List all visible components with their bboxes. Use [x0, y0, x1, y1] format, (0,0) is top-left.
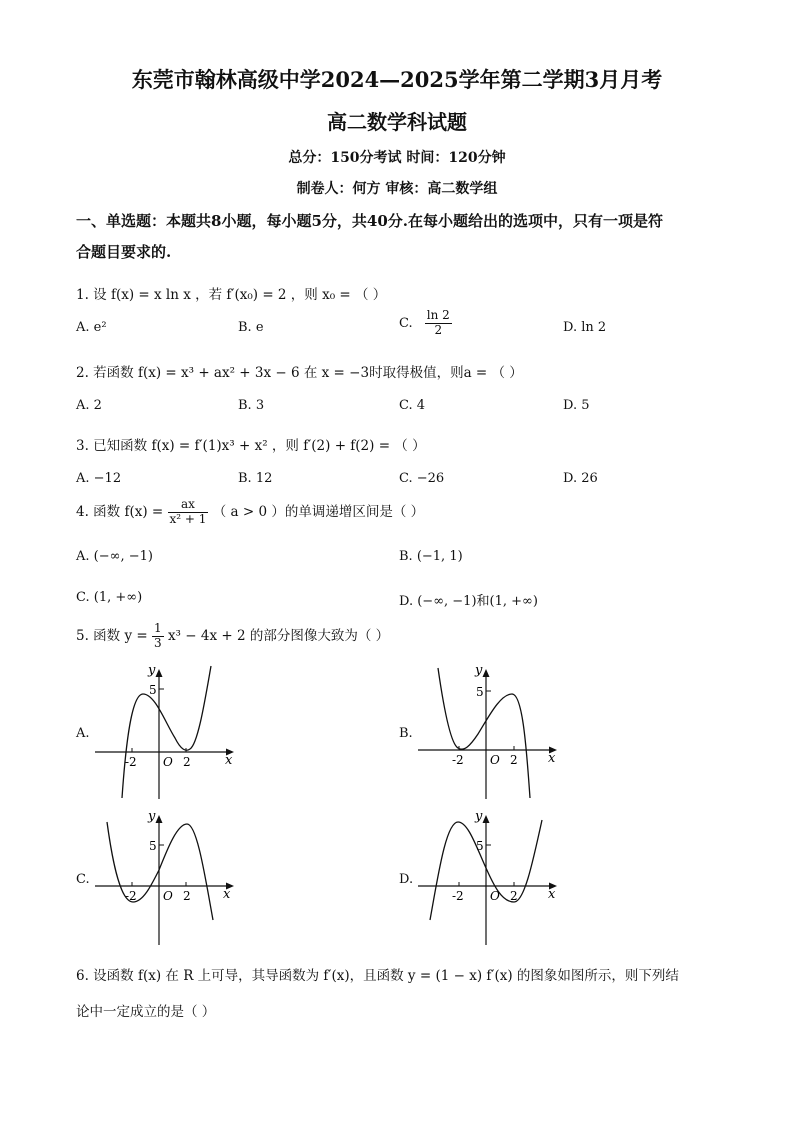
q5-graph-b: [418, 660, 563, 802]
question-3-stem: 3. 已知函数 f(x) = f′(1)x³ + x² ，则 f′(2) + f(2) = （ ）: [76, 438, 426, 454]
q1-option-c-label: C.: [399, 315, 413, 331]
q5-fraction: [152, 622, 164, 651]
question-4-stem: [76, 498, 424, 527]
q5-option-a: A.: [76, 726, 90, 741]
q5-graph-d: [418, 806, 563, 948]
question-5-stem: [76, 622, 389, 651]
q4-stem-suffix: （ a > 0 ）的单调递增区间是（ ）: [212, 503, 425, 520]
graph-d-tick-2: 2: [510, 889, 518, 903]
q1-option-a: A. e²: [76, 320, 107, 335]
graph-d-tick-neg2: -2: [452, 889, 464, 903]
q2-option-d: D. 5: [563, 398, 590, 413]
q5-fraction-numerator: 1: [154, 621, 162, 635]
q3-option-d: D. 26: [563, 471, 598, 486]
graph-b-tick-5: 5: [476, 685, 484, 699]
exam-score-time: 总分：150分考试 时间：120分钟: [288, 150, 506, 166]
q3-option-a: A. −12: [76, 471, 122, 486]
graph-c-y-label: y: [148, 809, 156, 824]
q5-graph-a: [95, 660, 240, 802]
section-heading-line1: 一、单选题：本题共8小题，每小题5分，共40分.在每小题给出的选项中，只有一项是符: [76, 212, 663, 230]
graph-a-tick-neg2: -2: [125, 755, 137, 769]
q1-option-c: [399, 309, 452, 338]
graph-d-y-label: y: [475, 809, 483, 824]
q1-option-c-numerator: ln 2: [426, 308, 450, 322]
q1-option-c-denominator: 2: [434, 322, 443, 337]
graph-d-x-label: x: [548, 887, 556, 902]
graph-a-y-label: y: [148, 663, 156, 678]
graph-a-tick-2: 2: [183, 755, 191, 769]
q5-stem-prefix: 5. 函数 y =: [76, 627, 148, 644]
q5-stem-suffix: x³ − 4x + 2 的部分图像大致为（ ）: [167, 627, 390, 644]
graph-b-origin: O: [490, 753, 500, 767]
q5-option-c: C.: [76, 872, 90, 887]
graph-b-y-label: y: [475, 663, 483, 678]
question-6-line2: 论中一定成立的是（ ）: [76, 1004, 216, 1020]
q5-fraction-denominator: 3: [154, 635, 162, 650]
q5-option-d: D.: [399, 872, 414, 887]
q4-stem-prefix: 4. 函数 f(x) =: [76, 503, 164, 520]
q2-option-b: B. 3: [238, 398, 265, 413]
graph-c-tick-2: 2: [183, 889, 191, 903]
exam-subtitle: 高二数学科试题: [327, 110, 467, 134]
graph-b-tick-neg2: -2: [452, 753, 464, 767]
q5-graph-c: [95, 806, 240, 948]
graph-c-x-label: x: [223, 887, 231, 902]
graph-c-tick-5: 5: [149, 839, 157, 853]
question-1-stem: 1. 设 f(x) = x ln x ，若 f′(x₀) = 2 ，则 x₀ = （ ）: [76, 287, 387, 303]
q4-fraction: [168, 498, 209, 527]
graph-c-tick-neg2: -2: [125, 889, 137, 903]
q3-option-b: B. 12: [238, 471, 273, 486]
graph-d-tick-5: 5: [476, 839, 484, 853]
graph-d-origin: O: [490, 889, 500, 903]
q4-fraction-denominator: x² + 1: [169, 511, 207, 526]
q2-option-c: C. 4: [399, 398, 426, 413]
exam-authors: 制卷人：何方 审核：高二数学组: [296, 181, 498, 197]
q1-option-d: D. ln 2: [563, 320, 607, 335]
q2-option-a: A. 2: [76, 398, 102, 413]
graph-c-origin: O: [163, 889, 173, 903]
q5-option-b: B.: [399, 726, 413, 741]
graph-a-origin: O: [163, 755, 173, 769]
graph-b-x-label: x: [548, 751, 556, 766]
exam-title: 东莞市翰林高级中学2024—2025学年第二学期3月月考: [131, 67, 663, 92]
question-2-stem: 2. 若函数 f(x) = x³ + ax² + 3x − 6 在 x = −3时取得极值，则a = （ ）: [76, 365, 523, 381]
q4-option-d: D. (−∞, −1)和(1, +∞): [399, 594, 538, 609]
graph-a-tick-5: 5: [149, 683, 157, 697]
q3-option-c: C. −26: [399, 471, 445, 486]
graph-a-x-label: x: [225, 753, 233, 768]
q4-option-a: A. (−∞, −1): [76, 549, 153, 564]
section-heading-line2: 合题目要求的.: [76, 243, 172, 261]
question-6-line1: 6. 设函数 f(x) 在 R 上可导，其导函数为 f′(x)，且函数 y = (1 − x) f′(x) 的图象如图所示，则下列结: [76, 968, 679, 984]
q1-option-b: B. e: [238, 320, 264, 335]
q1-option-c-fraction: [425, 309, 452, 338]
q4-option-b: B. (−1, 1): [399, 549, 463, 564]
graph-b-tick-2: 2: [510, 753, 518, 767]
q4-fraction-numerator: ax: [168, 498, 209, 513]
q4-option-c: C. (1, +∞): [76, 590, 143, 605]
